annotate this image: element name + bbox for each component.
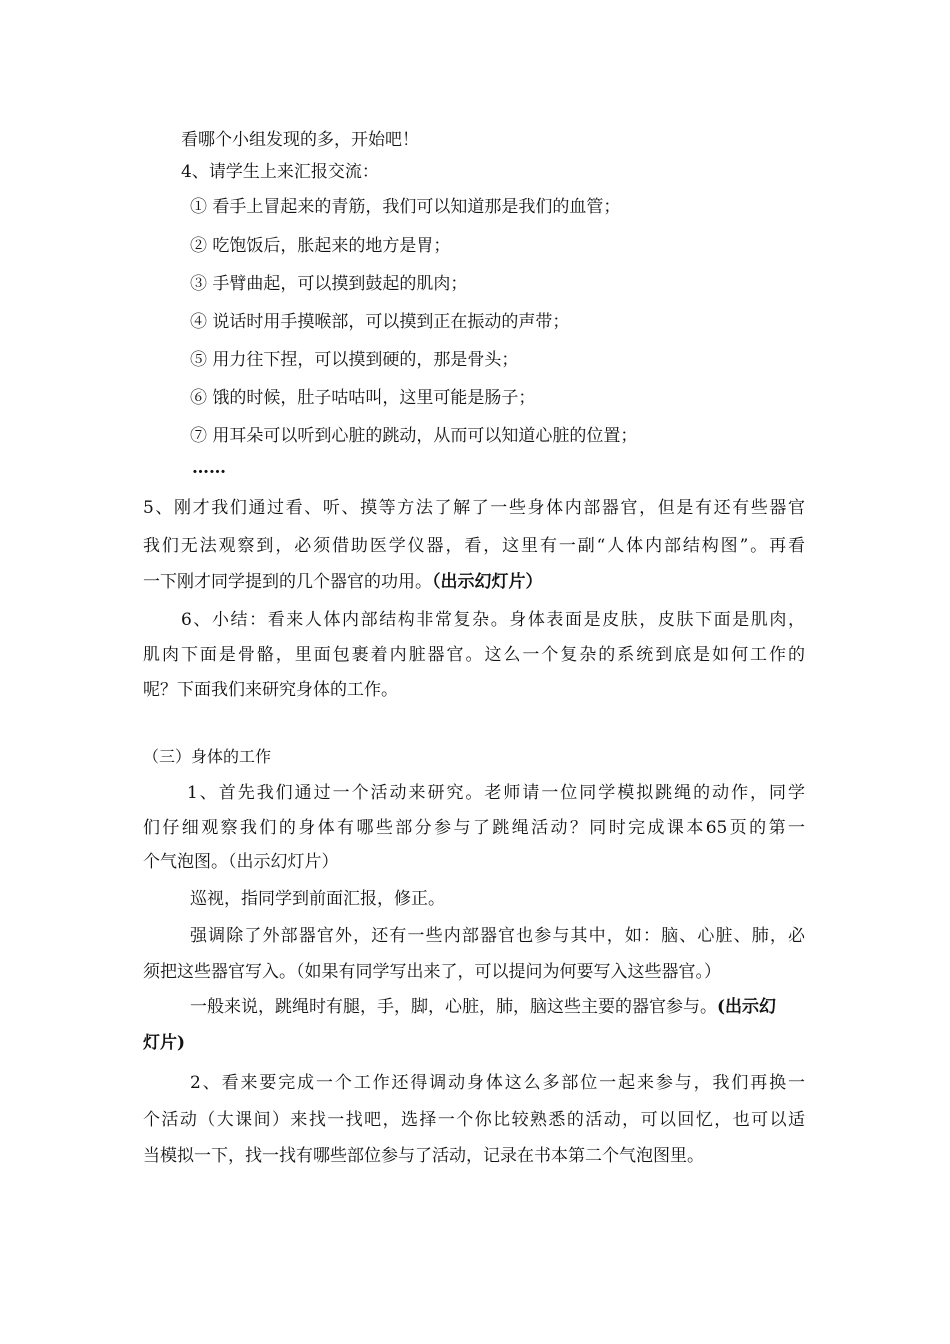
activity-2-line: 个活动（大课间）来找一找吧，选择一个你比较熟悉的活动，可以回忆，也可以适 — [143, 1110, 805, 1130]
list-item: ① 看手上冒起来的青筋，我们可以知道那是我们的血管； — [190, 197, 621, 217]
emphasis-line: 须把这些器官写入。（如果有同学写出来了，可以提问为何要写入这些器官。） — [143, 962, 721, 982]
activity-2-line: 2、看来要完成一个工作还得调动身体这么多部位一起来参与，我们再换一 — [190, 1073, 805, 1093]
summary-line: 肌肉下面是骨骼，里面包裹着内脏器官。这么一个复杂的系统到底是如何工作的 — [143, 645, 805, 665]
summary-line: 呢？下面我们来研究身体的工作。 — [143, 680, 398, 700]
general-line — [190, 995, 776, 1019]
section-heading-4: 4、请学生上来汇报交流： — [181, 162, 379, 182]
activity-1-line: 1、首先我们通过一个活动来研究。老师请一位同学模拟跳绳的动作，同学 — [187, 783, 805, 803]
text-line: 看哪个小组发现的多，开始吧！ — [181, 130, 419, 150]
paragraph-5-line: 5、刚才我们通过看、听、摸等方法了解了一些身体内部器官，但是有还有些器官 — [143, 498, 805, 518]
section-title: （三）身体的工作 — [143, 747, 272, 766]
patrol-line: 巡视，指同学到前面汇报，修正。 — [190, 889, 445, 909]
paragraph-5-text: 一下刚才同学提到的几个器官的功用。 — [143, 572, 432, 592]
list-item: ③ 手臂曲起，可以摸到鼓起的肌肉； — [190, 274, 468, 294]
list-item: ② 吃饱饭后，胀起来的地方是胃； — [190, 236, 451, 256]
show-slide-note: 灯片) — [143, 1033, 186, 1053]
emphasis-line: 强调除了外部器官外，还有一些内部器官也参与其中，如：脑、心脏、肺，必 — [190, 926, 805, 946]
general-text: 一般来说，跳绳时有腿，手，脚，心脏，肺，脑这些主要的器官参与。 — [190, 997, 717, 1017]
list-item: ⑥ 饿的时候，肚子咕咕叫，这里可能是肠子； — [190, 388, 536, 408]
summary-line: 6、小结：看来人体内部结构非常复杂。身体表面是皮肤，皮肤下面是肌肉， — [181, 610, 805, 630]
list-item: ⑦ 用耳朵可以听到心脏的跳动，从而可以知道心脏的位置； — [190, 426, 638, 446]
activity-2-line: 当模拟一下，找一找有哪些部位参与了活动，记录在书本第二个气泡图里。 — [143, 1146, 704, 1166]
list-item: ⑤ 用力往下捏，可以摸到硬的，那是骨头； — [190, 350, 519, 370]
show-slide-note: (出示幻 — [717, 997, 777, 1017]
paragraph-5-line — [143, 570, 543, 594]
list-item: ④ 说话时用手摸喉部，可以摸到正在振动的声带； — [190, 312, 570, 332]
activity-1-line: 个气泡图。（出示幻灯片） — [143, 852, 339, 872]
activity-1-line: 们仔细观察我们的身体有哪些部分参与了跳绳活动？同时完成课本65页的第一 — [143, 818, 805, 838]
show-slide-note: （出示幻灯片） — [432, 572, 543, 592]
ellipsis: …… — [192, 458, 226, 478]
paragraph-5-line: 我们无法观察到，必须借助医学仪器，看，这里有一副“人体内部结构图”。再看 — [143, 536, 805, 556]
